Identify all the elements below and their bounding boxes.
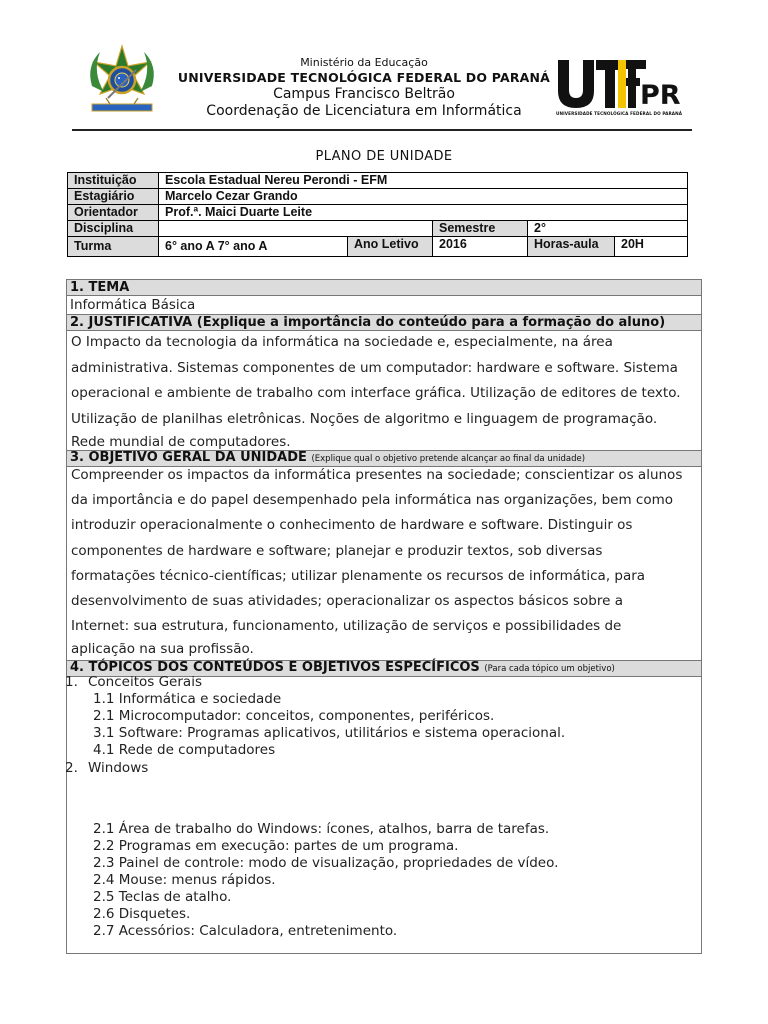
topics-heading-title: 4. TÓPICOS DOS CONTEÚDOS E OBJETIVOS ESPECÍFICOS	[70, 660, 480, 675]
info-table	[67, 172, 688, 257]
objective-line: desenvolvimento de suas atividades; operacionalizar os aspectos básicos sobre a	[71, 593, 623, 610]
justification-line: Rede mundial de computadores.	[71, 434, 291, 450]
class-label: Turma	[68, 237, 159, 257]
discipline-value	[159, 221, 433, 237]
objective-line: Compreender os impactos da informática presentes na sociedade; conscientizar os alunos	[71, 467, 683, 483]
class-hours-value: 20H	[615, 237, 688, 257]
advisor-label: Orientador	[68, 205, 159, 221]
svg-text:PR: PR	[640, 80, 680, 110]
school-year-value: 2016	[433, 237, 528, 257]
subtopic-item: 2.1 Área de trabalho do Windows: ícones, atalhos, barra de tarefas.	[93, 821, 550, 837]
topic-number: 2.	[65, 760, 78, 776]
utfpr-logo-mark	[556, 58, 680, 110]
table-row	[68, 237, 688, 257]
table-row	[68, 205, 688, 221]
subtopic-item: 2.4 Mouse: menus rápidos.	[93, 872, 276, 888]
class-value: 6° ano A 7° ano A	[159, 237, 348, 257]
table-row	[68, 221, 688, 237]
justification-line: O Impacto da tecnologia da informática na sociedade e, especialmente, na área	[71, 334, 613, 350]
semester-value: 2°	[528, 221, 688, 237]
discipline-label: Disciplina	[68, 221, 159, 237]
advisor-value: Prof.ª. Maici Duarte Leite	[159, 205, 688, 221]
subtopic-item: 2.6 Disquetes.	[93, 906, 191, 922]
objective-heading-note: (Explique qual o objetivo pretende alcançar ao final da unidade)	[311, 454, 586, 464]
intern-value: Marcelo Cezar Grando	[159, 189, 688, 205]
justification-heading: 2. JUSTIFICATIVA (Explique a importância do conteúdo para a formação do aluno)	[67, 314, 701, 331]
coordination-name: Coordenação de Licenciatura em Informática	[206, 103, 522, 119]
subtopic-item: 2.1 Microcomputador: conceitos, componentes, periféricos.	[93, 708, 495, 724]
objective-text	[71, 463, 691, 659]
utfpr-logo-subtitle: UNIVERSIDADE TECNOLÓGICA FEDERAL DO PARANÁ	[556, 111, 683, 116]
campus-name: Campus Francisco Beltrão	[273, 86, 455, 102]
theme-text: Informática Básica	[70, 297, 196, 313]
subtopic-item: 2.5 Teclas de atalho.	[93, 889, 232, 905]
objective-heading-title: 3. OBJETIVO GERAL DA UNIDADE	[70, 450, 307, 465]
utfpr-logo	[556, 58, 683, 120]
topics-heading-note: (Para cada tópico um objetivo)	[484, 664, 615, 674]
topic-title: Windows	[88, 760, 149, 776]
objective-line: introduzir operacionalmente o conhecimento de hardware e software. Distinguir os	[71, 517, 633, 534]
header-divider	[72, 129, 692, 131]
objective-line: Internet: sua estrutura, funcionamento, utilização de serviços e possibilidades de	[71, 618, 622, 635]
objective-line: formatações técnico-científicas; utilizar plenamente os recursos de informática, para	[71, 567, 646, 584]
school-year-label: Ano Letivo	[348, 237, 433, 257]
table-row	[68, 173, 688, 189]
institution-label: Instituição	[68, 173, 159, 189]
subtopic-item: 2.3 Painel de controle: modo de visualização, propriedades de vídeo.	[93, 855, 559, 871]
institution-value: Escola Estadual Nereu Perondi - EFM	[159, 173, 688, 189]
topic-title: Conceitos Gerais	[88, 674, 202, 690]
university-name: UNIVERSIDADE TECNOLÓGICA FEDERAL DO PARANÁ	[177, 70, 551, 85]
justification-line: Utilização de planilhas eletrônicas. Noções de algoritmo e linguagem de programação.	[71, 410, 658, 427]
subtopic-item: 2.2 Programas em execução: partes de um programa.	[93, 838, 459, 854]
objective-line: da importância e do papel desempenhado pela informática nas organizações, bem como	[71, 492, 674, 509]
justification-text	[71, 330, 691, 452]
topic-number: 1.	[65, 674, 78, 690]
semester-label: Semestre	[433, 221, 528, 237]
subtopic-item: 1.1 Informática e sociedade	[93, 691, 282, 707]
objective-line: aplicação na sua profissão.	[71, 641, 254, 658]
justification-line: administrativa. Sistemas componentes de um computador: hardware e software. Sistema	[71, 359, 678, 376]
justification-line: operacional e ambiente de trabalho com interface gráfica. Utilização de editores de texto.	[71, 385, 681, 401]
theme-heading: 1. TEMA	[67, 280, 701, 296]
class-hours-label: Horas-aula	[528, 237, 615, 257]
document-title: PLANO DE UNIDADE	[315, 149, 453, 164]
intern-label: Estagiário	[68, 189, 159, 205]
objective-line: componentes de hardware e software; planejar e produzir textos, sob diversas	[71, 542, 603, 559]
subtopic-item: 3.1 Software: Programas aplicativos, utilitários e sistema operacional.	[93, 725, 566, 741]
ministry-name: Ministério da Educação	[300, 56, 428, 69]
subtopic-item: 2.7 Acessórios: Calculadora, entretenimento.	[93, 923, 398, 939]
table-row	[68, 189, 688, 205]
subtopic-item: 4.1 Rede de computadores	[93, 742, 276, 758]
unit-plan-sections	[66, 279, 702, 954]
